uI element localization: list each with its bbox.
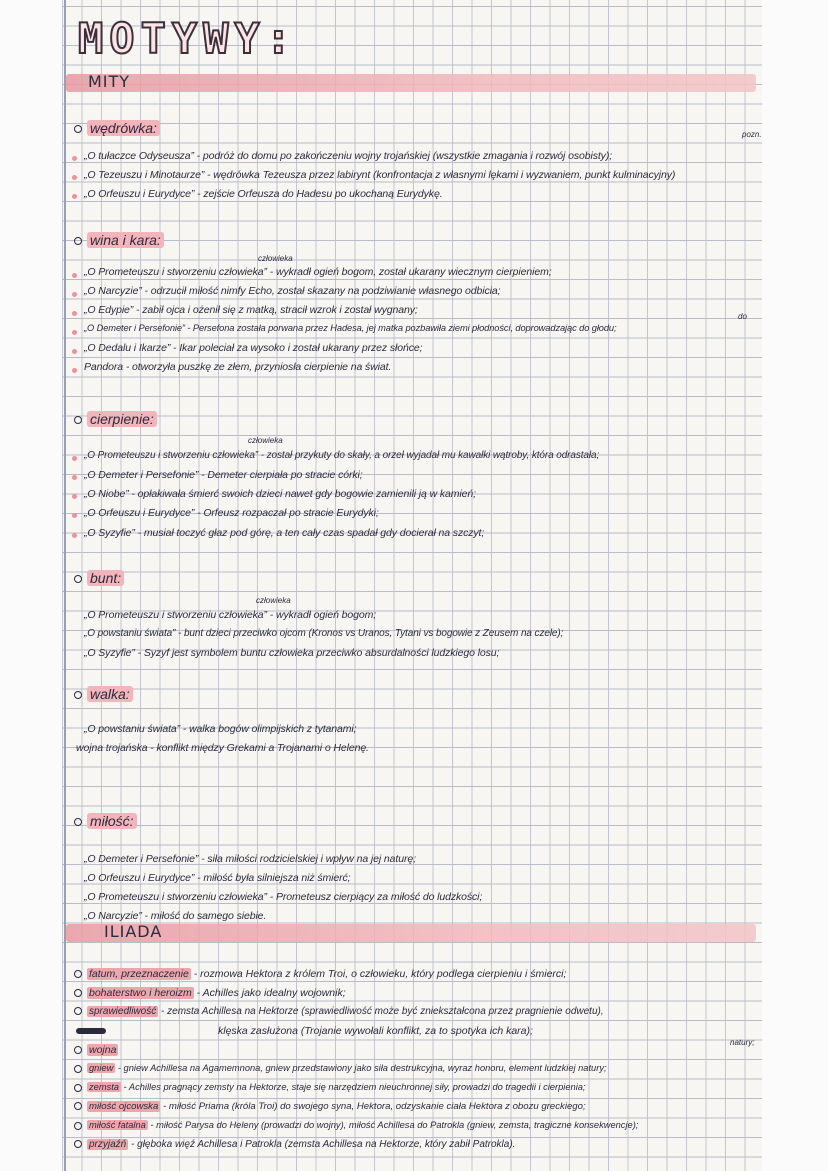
list-item: „O Prometeuszu i stworzeniu człowieka” - wykradł ogień bogom, został ukarany wiecznym cierpieniem; xyxy=(84,266,552,278)
list-item: „O Orfeuszu i Eurydyce” - zejście Orfeusza do Hadesu po ukochaną Eurydykę. xyxy=(84,188,443,200)
highlighted-term: zemsta xyxy=(89,1082,119,1092)
list-item: „O Narcyzie” - miłość do samego siebie. xyxy=(84,910,267,922)
motif-heading-walka xyxy=(74,686,133,702)
mity-highlight-band xyxy=(66,74,756,92)
list-item: „O Demeter i Persefonie” - Persefona została porwana przez Hadesa, jej matka pozbawiła ziemi płodności, doprowadzając do głodu; xyxy=(84,323,617,333)
iliada-motif: zemsta - Achilles pragnący zemsty na Hektorze, staje się narzędziem nieuchronnej siły, prowadzi do tragedii i cierpienia; xyxy=(74,1082,586,1092)
bullet-dot xyxy=(72,349,77,354)
list-item: „O Orfeuszu i Eurydyce” - miłość była silniejsza niż śmierć; xyxy=(84,872,351,884)
iliada-motif xyxy=(74,1044,118,1056)
bullet-dot xyxy=(72,456,77,461)
motif-heading-wedrowka xyxy=(74,120,160,136)
bullet-dot xyxy=(72,533,77,538)
circle-bullet-icon xyxy=(74,1122,82,1130)
list-item: „O Prometeuszu i stworzeniu człowieka” - Prometeusz cierpiący za miłość do ludzkości; xyxy=(84,891,483,903)
bullet-dot xyxy=(72,494,77,499)
highlighted-term: miłość fatalna xyxy=(89,1120,146,1130)
highlighted-term: bunt: xyxy=(87,570,124,586)
highlighted-term: bohaterstwo i heroizm xyxy=(89,987,192,999)
iliada-motif: przyjaźń - głęboka więź Achillesa i Patrokla (zemsta Achillesa na Hektorze, który zabił Patrokla). xyxy=(74,1139,515,1150)
highlighted-term: wędrówka: xyxy=(87,120,160,136)
page-right-edge xyxy=(762,0,828,1171)
highlighted-term: miłość: xyxy=(87,813,137,829)
circle-bullet-icon xyxy=(74,1007,82,1015)
list-item: „O Prometeuszu i stworzeniu człowieka” - został przykuty do skały, a orzeł wyjadał mu kawałki wątroby, która odrastała; xyxy=(84,450,600,461)
bullet-dot xyxy=(72,194,77,199)
list-item: „O tułaczce Odyseusza” - podróż do domu po zakończeniu wojny trojańskiej (wszystkie zmagania i rozwój osobisty); xyxy=(84,150,613,162)
motif-heading-milosc xyxy=(74,813,137,829)
circle-bullet-icon xyxy=(74,1084,82,1092)
list-item: „O Syzyfie” - Syzyf jest symbolem buntu człowieka przeciwko absurdalności ludzkiego losu; xyxy=(84,647,500,659)
page-left-edge xyxy=(0,0,62,1171)
bullet-dot xyxy=(72,156,77,161)
list-item: „O Demeter i Persefonie” - Demeter cierpiała po stracie córki; xyxy=(84,469,363,481)
scribble xyxy=(76,1028,106,1034)
list-item: „O Tezeuszu i Minotaurze” - wędrówka Tezeusza przez labirynt (konfrontacja z własnymi lękami i wyzwaniem, punkt kulminacyjny) xyxy=(84,169,676,181)
list-item: „O Prometeuszu i stworzeniu człowieka” - wykradł ogień bogom; xyxy=(84,609,377,621)
list-item: „O Narcyzie” - odrzucił miłość nimfy Echo, został skazany na podziwianie własnego odbicia; xyxy=(84,285,501,297)
highlighted-term: sprawiedliwość xyxy=(89,1006,157,1017)
page-title: MOTYWY: xyxy=(78,14,298,63)
margin-note: natury; xyxy=(730,1038,755,1047)
circle-bullet-icon xyxy=(74,1046,82,1054)
circle-bullet-icon xyxy=(74,989,82,997)
motif-heading-cierpienie xyxy=(74,411,157,427)
bullet-dot xyxy=(72,513,77,518)
iliada-motif: sprawiedliwość - zemsta Achillesa na Hektorze (sprawiedliwość może być zniekształcona przez pragnienie odwetu), xyxy=(74,1006,604,1017)
highlighted-term: gniew xyxy=(89,1063,114,1073)
circle-bullet-icon xyxy=(74,237,82,245)
list-item: „O Edypie” - zabił ojca i ożenił się z matką, stracił wzrok i został wygnany; xyxy=(84,304,418,316)
margin-note: pozn. xyxy=(742,130,762,139)
circle-bullet-icon xyxy=(74,970,82,978)
highlighted-term: wina i kara: xyxy=(87,232,164,248)
margin-note: człowieka xyxy=(258,254,293,263)
list-item: „O Demeter i Persefonie” - siła miłości rodzicielskiej i wpływ na jej naturę; xyxy=(84,853,416,865)
iliada-motif: klęska zasłużona (Trojanie wywołali konflikt, za to spotyka ich kara); xyxy=(74,1025,533,1037)
iliada-highlight-band xyxy=(66,924,756,942)
circle-bullet-icon xyxy=(74,1065,82,1073)
list-item: wojna trojańska - konflikt między Grekami a Trojanami o Helenę. xyxy=(76,742,369,754)
circle-bullet-icon xyxy=(74,691,82,699)
list-item: Pandora - otworzyła puszkę ze złem, przyniosła cierpienie na świat. xyxy=(84,361,392,373)
margin-note: człowieka xyxy=(256,596,291,605)
margin-line xyxy=(64,0,66,1171)
list-item: „O powstaniu świata” - walka bogów olimpijskich z tytanami; xyxy=(84,723,357,735)
iliada-motif: bohaterstwo i heroizm - Achilles jako idealny wojownik; xyxy=(74,987,346,999)
iliada-motif: miłość ojcowska - miłość Priama (króla Troi) do swojego syna, Hektora, odzyskanie ciała Hektora z obozu greckiego; xyxy=(74,1101,586,1112)
bullet-dot xyxy=(72,330,77,335)
highlighted-term: wojna xyxy=(89,1044,117,1056)
bullet-dot xyxy=(72,175,77,180)
list-item: „O Orfeuszu i Eurydyce” - Orfeusz rozpaczał po stracie Eurydyki; xyxy=(84,507,379,519)
bullet-dot xyxy=(72,311,77,316)
bullet-dot xyxy=(72,475,77,480)
highlighted-term: cierpienie: xyxy=(87,411,157,427)
circle-bullet-icon xyxy=(74,818,82,826)
list-item: „O Niobe” - opłakiwała śmierć swoich dzieci nawet gdy bogowie zamienili ją w kamień; xyxy=(84,488,476,500)
iliada-motif: gniew - gniew Achillesa na Agamemnona, gniew przedstawiony jako siła destrukcyjna, wyraz honoru, element ludzkiej natury; xyxy=(74,1063,607,1073)
bullet-dot xyxy=(72,273,77,278)
section-title-mity: MITY xyxy=(88,72,131,91)
motif-heading-bunt xyxy=(74,570,124,586)
circle-bullet-icon xyxy=(74,125,82,133)
circle-bullet-icon xyxy=(74,416,82,424)
iliada-motif: fatum, przeznaczenie - rozmowa Hektora z królem Troi, o człowieku, który podlega cierpieniu i śmierci; xyxy=(74,968,566,980)
circle-bullet-icon xyxy=(74,575,82,583)
highlighted-term: miłość ojcowska xyxy=(89,1101,159,1112)
margin-note: człowieka xyxy=(248,436,283,445)
list-item: „O powstaniu świata” - bunt dzieci przeciwko ojcom (Kronos vs Uranos, Tytani vs bogowie z Zeusem na czele); xyxy=(84,628,564,639)
circle-bullet-icon xyxy=(74,1102,82,1110)
highlighted-term: fatum, przeznaczenie xyxy=(89,968,189,980)
highlighted-term: przyjaźń xyxy=(89,1139,127,1150)
margin-note: do xyxy=(738,312,747,321)
highlighted-term: walka: xyxy=(87,686,133,702)
bullet-dot xyxy=(72,292,77,297)
section-title-iliada: ILIADA xyxy=(104,922,163,941)
list-item: „O Syzyfie” - musiał toczyć głaz pod górę, a ten cały czas spadał gdy docierał na szczyt; xyxy=(84,527,485,539)
list-item: „O Dedalu i Ikarze” - Ikar poleciał za wysoko i został ukarany przez słońce; xyxy=(84,342,423,354)
motif-heading-wina-i-kara xyxy=(74,232,164,248)
iliada-motif: miłość fatalna - miłość Parysa do Heleny (prowadzi do wojny), miłość Achillesa do Patrokla (gniew, zemsta, tragiczne konsekwencje); xyxy=(74,1120,638,1130)
bullet-dot xyxy=(72,368,77,373)
circle-bullet-icon xyxy=(74,1140,82,1148)
